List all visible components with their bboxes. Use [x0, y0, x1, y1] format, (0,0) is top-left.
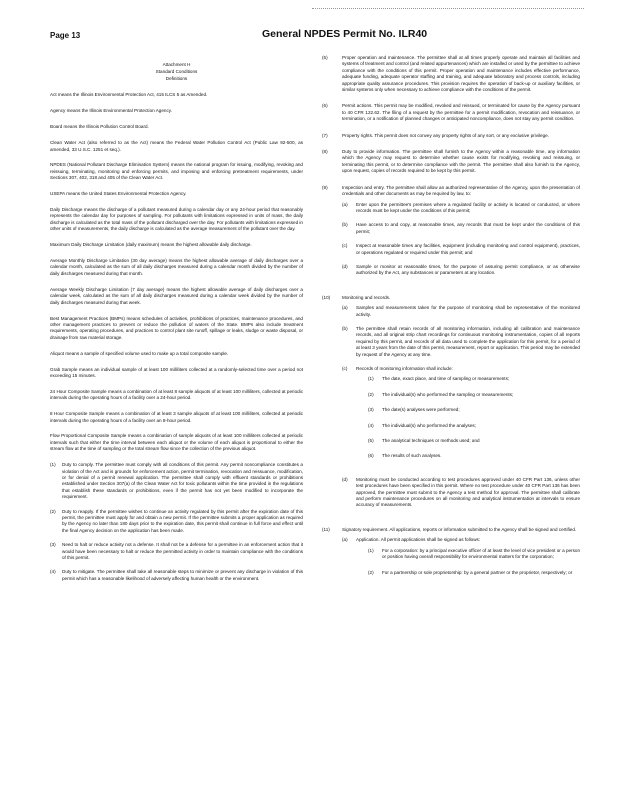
- attachment-heading: [50, 62, 303, 82]
- condition-text: Signatory requirement. All applications, reports or information submitted to the Agency shall be signed and certified.: [342, 526, 577, 532]
- condition-number: (3): [50, 542, 56, 548]
- definition-paragraph: Daily Discharge means the discharge of a pollutant measured during a calendar day or any 24-hour period that reasonably represents the calendar day for purposes of sampling. For pollutants with limitations expressed in units of mass, the daily discharge is calculated as the total mass of the pollutant discharged over the day. For pollutants with limitations expressed in other units of measurements, the daily discharge is calculated as the average measurement of the pollutant over the day.: [50, 207, 303, 232]
- attachment-heading-line: Definitions: [165, 75, 188, 81]
- condition-item: [50, 542, 303, 561]
- condition-item: [322, 55, 580, 93]
- sub-condition: [342, 202, 580, 215]
- condition-text: Property rights. This permit does not convey any property rights of any sort, or any exclusive privilege.: [342, 132, 549, 138]
- sub-condition: [342, 537, 580, 585]
- condition-number: (8): [322, 149, 328, 155]
- record-item-list: [356, 548, 580, 576]
- condition-item: [322, 185, 580, 285]
- condition-body: [342, 527, 580, 593]
- attachment-heading-line: Attachment H: [162, 62, 191, 67]
- definition-paragraph: Grab Sample means an individual sample of at least 100 milliliters collected at a randomly-selected time over a period not exceeding 15 minutes.: [50, 366, 303, 378]
- record-item: [368, 438, 580, 444]
- sub-condition-text: Samples and measurements taken for the purpose of monitoring shall be representative of the monitored activity.: [356, 305, 580, 317]
- definition-paragraph: Average Weekly Discharge Limitation (7 day average) means the highest allowable average of daily discharges over a calendar week, calculated as the sum of all daily discharges measured during a calendar week divided by the number of daily discharges measured during that week.: [50, 286, 303, 305]
- definition-paragraph: USEPA means the United States Environmental Protection Agency.: [50, 191, 187, 197]
- record-item-text: For a corporation: by a principal executive officer of at least the level of vice president or a person or position having overall responsibility for environmental matters for the corporation;: [382, 547, 580, 560]
- sub-condition-body: [356, 264, 580, 277]
- condition-text: Duty to comply. The permittee must comply with all conditions of this permit. Any permit noncompliance constitutes a violation of the Act and is grounds for enforcement action, permit termination, revocation and reissuance, modification, or for denial of a permit renewal application. The permittee shall comply with effluent standards or prohibitions established under Section 307(a) of the Clean Water Act for toxic pollutants within the time provided in the regulations that establish these standards or prohibitions, even if the permit has not yet been modified to incorporate the requirement.: [62, 462, 303, 500]
- sub-condition: [342, 477, 580, 509]
- sub-condition-text: Enter upon the permittee's premises where a regulated facility or activity is located or conducted, or where records must be kept under the conditions of this permit;: [356, 201, 580, 213]
- definition-paragraph: 24 Hour Composite Sample means a combination of at least 8 sample aliquots of at least 100 milliliters, collected at periodic intervals during the operating hours of a facility over a 24-hour period.: [50, 388, 303, 401]
- sub-condition-body: [356, 305, 580, 318]
- condition-number: (2): [50, 508, 56, 514]
- sub-condition-list: [342, 202, 580, 277]
- record-item-text: The individual(s) who performed the analyses;: [382, 422, 476, 428]
- condition-item: [50, 509, 303, 535]
- record-item: [368, 407, 580, 413]
- definition-paragraph: Agency means the Illinois Environmental Protection Agency.: [50, 108, 172, 114]
- sub-condition: [342, 326, 580, 358]
- sub-condition-body: [356, 326, 580, 358]
- condition-item: [50, 569, 303, 582]
- definition-paragraph: Best Management Practices (BMPs) means schedules of activities, prohibitions of practices, maintenance procedures, and other management practices to prevent or reduce the pollution of waters of the State. BMPs also include treatment requirements, operating procedures, and practices to control plant site runoff, spillage or leaks, sludge or waste disposal, or drainage from raw material storage.: [50, 315, 303, 340]
- sub-condition-list: [342, 305, 580, 509]
- record-item-text: For a partnership or sole proprietorship: by a general partner or the proprietor, respectively; or: [382, 569, 573, 575]
- sub-condition: [342, 305, 580, 318]
- record-item: [368, 376, 580, 382]
- record-item: [368, 548, 580, 561]
- sub-condition-letter: (b): [342, 325, 348, 331]
- sub-condition-letter: (c): [342, 243, 348, 249]
- definition-paragraph: Maximum Daily Discharge Limitation (daily maximum) means the highest allowable daily discharge.: [50, 242, 252, 248]
- condition-body: [342, 149, 580, 175]
- record-item-list: [356, 376, 580, 459]
- sub-condition-text: Sample or monitor at reasonable times, for the purpose of assuring permit compliance, or as otherwise authorized by the Act, any substances or parameters at any location.: [356, 263, 580, 276]
- sub-condition-body: [356, 243, 580, 256]
- left-column: [50, 44, 303, 590]
- sub-condition-letter: (a): [342, 537, 348, 543]
- record-item-number: (3): [368, 407, 374, 413]
- condition-text: Duty to reapply. If the permittee wishes to continue an activity regulated by this permit after the expiration date of this permit, the permittee must apply for and obtain a new permit. If the permittee submits a proper application as required by the Agency no later than 180 days prior to the expiration date, this permit shall continue in full force and effect until the final Agency decision on the application has been made.: [62, 508, 303, 533]
- sub-condition-letter: (d): [342, 476, 348, 482]
- conditions-list-left: [50, 462, 303, 582]
- right-column: [322, 55, 580, 603]
- sub-condition-body: [356, 202, 580, 215]
- definition-paragraph: Flow Proportional Composite Sample means a combination of sample aliquots of at least 100 milliliters collected at periodic intervals such that either the time interval between each aliquot or the volume of each aliquot is proportional to either the stream flow at the time of sampling or the total stream flow since the collection of the previous aliquot.: [50, 433, 303, 452]
- sub-condition-letter: (d): [342, 263, 348, 269]
- sub-condition: [342, 264, 580, 277]
- definition-paragraph: Act means the Illinois Environmental Protection Act, 415 ILCS 5 as Amended.: [50, 92, 208, 98]
- condition-item: [322, 149, 580, 175]
- condition-text: Inspection and entry. The permittee shall allow an authorized representative of the Agency, upon the presentation of credentials and other documents as may be required by law, to:: [342, 184, 580, 197]
- definition-paragraph: Average Monthly Discharge Limitation (30 day average) means the highest allowable average of daily discharges over a calendar month, calculated as the sum of all daily discharges measured during a calendar month divided by the number of daily discharges measured during that month.: [50, 258, 303, 276]
- record-item: [368, 392, 580, 398]
- condition-text: Monitoring and records.: [342, 294, 391, 300]
- sub-condition-body: [356, 222, 580, 235]
- definition-paragraph: Board means the Illinois Pollution Control Board.: [50, 124, 149, 130]
- condition-text: Need to halt or reduce activity not a defense. It shall not be a defense for a permittee in an enforcement action that it would have been necessary to halt or reduce the permitted activity in order to maintain compliance with the conditions of this permit.: [62, 542, 303, 561]
- sub-condition: [342, 222, 580, 235]
- sub-condition-body: [356, 477, 580, 509]
- definition-paragraph: Clean Water Act (also referred to as the Act) means the Federal Water Pollution Control Act (Public Law 92-500, as amended, 33 U.S.C. 1251 et seq.).: [50, 140, 303, 152]
- record-item-number: (2): [368, 569, 374, 575]
- condition-item: [322, 103, 580, 122]
- condition-item: [322, 527, 580, 593]
- condition-body: [342, 185, 580, 285]
- condition-number: (5): [322, 55, 328, 60]
- record-item-number: (1): [368, 376, 374, 382]
- record-item-number: (5): [368, 438, 374, 444]
- sub-condition-letter: (c): [342, 366, 348, 371]
- condition-body: [342, 133, 580, 139]
- sub-condition-text: Have access to and copy, at reasonable times, any records that must be kept under the conditions of this permit;: [356, 222, 580, 234]
- record-item-number: (2): [368, 391, 374, 397]
- sub-condition-letter: (a): [342, 201, 348, 207]
- condition-number: (6): [322, 103, 328, 109]
- record-item-text: The results of such analyses.: [382, 453, 442, 459]
- header-rule: [312, 8, 584, 9]
- record-item-text: The analytical techniques or methods used; and: [382, 438, 480, 444]
- condition-number: (1): [50, 462, 56, 468]
- record-item: [368, 423, 580, 429]
- condition-body: [342, 295, 580, 517]
- definition-paragraph: Aliquot means a sample of specified volume used to make up a total composite sample.: [50, 350, 229, 356]
- condition-body: [342, 55, 580, 93]
- record-item-number: (1): [368, 547, 374, 553]
- condition-number: (9): [322, 184, 328, 190]
- sub-condition-text: Records of monitoring information shall include:: [356, 366, 453, 371]
- definitions-list: [50, 92, 303, 452]
- condition-item: [50, 462, 303, 500]
- attachment-heading-line: Standard Conditions: [155, 68, 198, 74]
- condition-text: Proper operation and maintenance. The permittee shall at all times properly operate and maintain all facilities and systems of treatment and control (and related appurtenances) which are installed or used by the permittee to achieve compliance with the conditions of this permit. Proper operation and maintenance includes effective performance, adequate funding, adequate operator staffing and training, and adequate laboratory and process controls, including appropriate quality assurance procedures. This provision requires the operation of back-up or auxiliary facilities, or similar systems only when necessary to achieve compliance with the conditions of the permit.: [342, 55, 580, 93]
- record-item-text: The date, exact place, and time of sampling or measurements;: [382, 376, 510, 382]
- condition-text: Permit actions. This permit may be modified, revoked and reissued, or terminated for cause by the Agency pursuant to 40 CFR 122.62. The filing of a request by the permittee for a permit modification, revocation and reissuance, or termination, or a notification of planned changes or anticipated noncompliance, does not stay any permit condition.: [342, 103, 580, 122]
- condition-number: (7): [322, 132, 328, 138]
- condition-item: [322, 295, 580, 517]
- condition-text: Duty to provide information. The permittee shall furnish to the Agency within a reasonable time, any information which the Agency may request to determine whether cause exists for modifying, revoking and reissuing, or terminating this permit, or to determine compliance with the permit. The permittee shall also furnish to the Agency, upon request, copies of records required to be kept by this permit.: [342, 149, 580, 174]
- definition-paragraph: NPDES (National Pollutant Discharge Elimination System) means the national program for issuing, modifying, revoking and reissuing, terminating, monitoring and enforcing permits, and imposing and enforcing pretreatment requirements, under Sections 307, 402, 318 and 405 of the Clean Water Act.: [50, 162, 303, 181]
- sub-condition-text: Inspect at reasonable times any facilities, equipment (including monitoring and control equipment), practices, or operations regulated or required under this permit; and: [356, 243, 580, 255]
- record-item-text: The date(s) analyses were performed;: [382, 407, 460, 413]
- sub-condition-text: Monitoring must be conducted according to test procedures approved under 40 CFR Part 136, unless other test procedures have been specified in this permit. Where no test procedure under 40 CFR Part 136 has been approved, the permittee must submit to the Agency a test method for approval. The permittee shall calibrate and perform maintenance procedures on all monitoring and analytical instrumentation at intervals to ensure accuracy of measurements.: [356, 476, 580, 508]
- sub-condition-text: Application. All permit applications shall be signed as follows:: [356, 537, 481, 543]
- record-item-text: The individual(s) who performed the sampling or measurements;: [382, 391, 514, 397]
- condition-text: Duty to mitigate. The permittee shall take all reasonable steps to minimize or prevent any discharge in violation of this permit which has a reasonable likelihood of adversely affecting human health or the environment.: [62, 569, 303, 581]
- permit-title: General NPDES Permit No. ILR40: [262, 28, 428, 40]
- sub-condition-body: [356, 537, 580, 585]
- definition-paragraph: 8 Hour Composite Sample means a combination of at least 3 sample aliquots of at least 100 milliliters, collected at periodic intervals during the operating hours of a facility over an 8-hour period.: [50, 411, 303, 423]
- record-item-number: (4): [368, 422, 374, 428]
- record-item-number: (6): [368, 453, 374, 459]
- condition-number: (10): [322, 294, 331, 300]
- condition-number: (11): [322, 526, 330, 532]
- condition-item: [322, 133, 580, 139]
- sub-condition: [342, 366, 580, 469]
- sub-condition-letter: (b): [342, 222, 348, 228]
- sub-condition-list: [342, 537, 580, 585]
- sub-condition-body: [356, 366, 580, 469]
- sub-condition-text: The permittee shall retain records of all monitoring information, including all calibration and maintenance records, and all original strip chart recordings for continuous monitoring instrumentation, copies of all reports required by this permit, and records of all data used to complete the application for this permit, for a period of at least 3 years from the date of this permit, measurement, report or application. This period may be extended by request of the Agency at any time.: [356, 325, 580, 357]
- page-number: Page 13: [50, 31, 81, 40]
- sub-condition-letter: (a): [342, 305, 348, 311]
- record-item: [368, 453, 580, 459]
- condition-number: (4): [50, 569, 56, 575]
- sub-condition: [342, 243, 580, 256]
- condition-body: [342, 103, 580, 122]
- record-item: [368, 570, 580, 576]
